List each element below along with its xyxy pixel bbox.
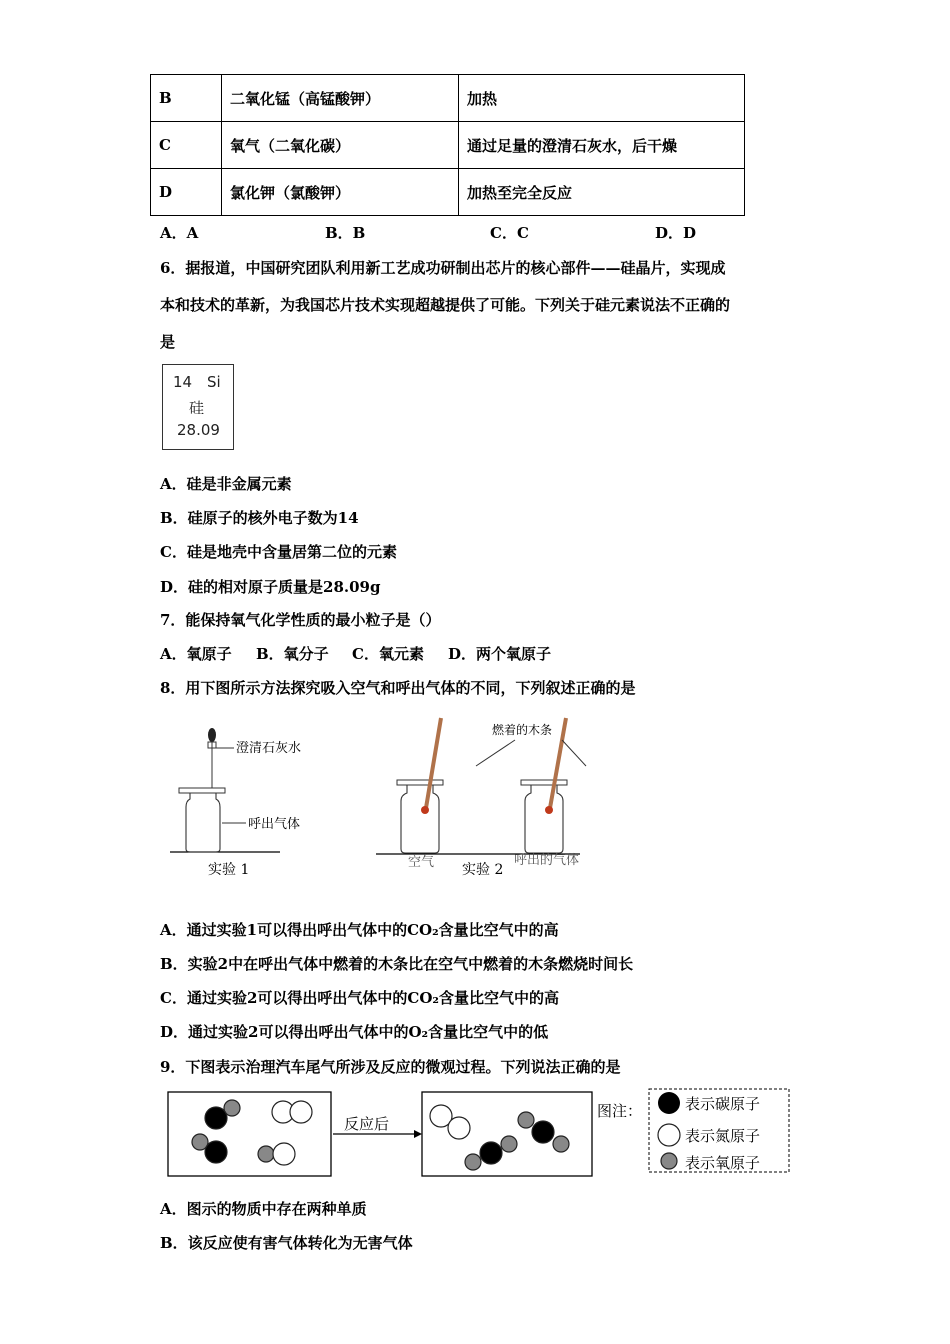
atomic-mass: 28.09 [177,421,220,439]
table-row [151,169,745,216]
row-method: 加热至完全反应 [459,169,745,216]
q8-option-d: D．通过实验2可以得出呼出气体中的O₂含量比空气中的低 [160,1023,549,1041]
q9-option-a: A．图示的物质中存在两种单质 [160,1200,367,1218]
legend-nitrogen: 表示氮原子 [685,1127,761,1145]
q8-option-c: C．通过实验2可以得出呼出气体中的CO₂含量比空气中的高 [160,989,559,1007]
q7-option-c: C．氧元素 [352,645,424,663]
q5-option-a: A．A [160,224,199,242]
table-row [151,75,745,122]
legend-title: 图注： [597,1102,643,1120]
q8-option-b: B．实验2中在呼出气体中燃着的木条比在空气中燃着的木条燃烧时间长 [160,955,634,973]
row-letter: D [151,169,222,216]
row-letter: B [151,75,222,122]
experiment-1-label: 实验 1 [208,862,250,878]
oxygen-atom-swatch [661,1153,677,1169]
breath-experiment-figure [160,712,620,882]
burning-stick-label: 燃着的木条 [492,723,553,737]
silicon-element-card [162,364,234,450]
row-letter: C [151,122,222,169]
air-label: 空气 [408,855,435,870]
exhaled-gas-label: 呼出气体 [248,817,301,832]
row-method: 加热 [459,75,745,122]
q9-option-b: B．该反应使有害气体转化为无害气体 [160,1234,413,1252]
table-row [151,122,745,169]
legend-oxygen: 表示氧原子 [685,1154,761,1172]
legend-carbon: 表示碳原子 [685,1095,761,1113]
experiment-2-label: 实验 2 [462,862,504,878]
element-name: 硅 [189,399,205,417]
q9-stem: 9．下图表示治理汽车尾气所涉及反应的微观过程。下列说法正确的是 [160,1058,621,1076]
element-symbol: Si [207,373,221,391]
row-method: 通过足量的澄清石灰水，后干燥 [459,122,745,169]
nitrogen-atom-swatch [658,1124,680,1146]
row-substance: 氯化钾（氯酸钾） [222,169,459,216]
q6-option-a: A．硅是非金属元素 [160,475,292,493]
q6-stem-line: 本和技术的革新，为我国芯片技术实现超越提供了可能。下列关于硅元素说法不正确的 [160,296,731,314]
q5-option-c: C．C [490,224,529,242]
q7-stem: 7．能保持氧气化学性质的最小粒子是（） [160,611,441,629]
q7-option-a: A．氧原子 [160,645,232,663]
q5-option-b: B．B [325,224,366,242]
exhaled-gas-2-label: 呼出的气体 [514,853,580,868]
q6-stem-line: 6．据报道，中国研究团队利用新工艺成功研制出芯片的核心部件——硅晶片，实现成 [160,259,726,277]
q8-option-a: A．通过实验1可以得出呼出气体中的CO₂含量比空气中的高 [160,921,559,939]
limewater-label: 澄清石灰水 [236,741,302,756]
experiment-2-setup [376,718,586,854]
atomic-number: 14 [173,373,193,391]
arrow-label: 反应后 [344,1115,390,1133]
q6-stem-line: 是 [160,333,176,351]
q7-option-b: B．氧分子 [256,645,329,663]
q6-option-d: D．硅的相对原子质量是28.09g [160,578,381,596]
q8-stem: 8．用下图所示方法探究吸入空气和呼出气体的不同，下列叙述正确的是 [160,679,636,697]
after-reaction-box [422,1092,592,1176]
q6-option-b: B．硅原子的核外电子数为14 [160,509,359,527]
carbon-atom-swatch [658,1092,680,1114]
row-substance: 氧气（二氧化碳） [222,122,459,169]
q6-option-c: C．硅是地壳中含量居第二位的元素 [160,543,397,561]
row-substance: 二氧化锰（高锰酸钾） [222,75,459,122]
options-table [150,74,745,216]
q7-option-d: D．两个氧原子 [448,645,552,663]
q5-option-d: D．D [655,224,697,242]
reaction-micro-figure [160,1086,800,1182]
